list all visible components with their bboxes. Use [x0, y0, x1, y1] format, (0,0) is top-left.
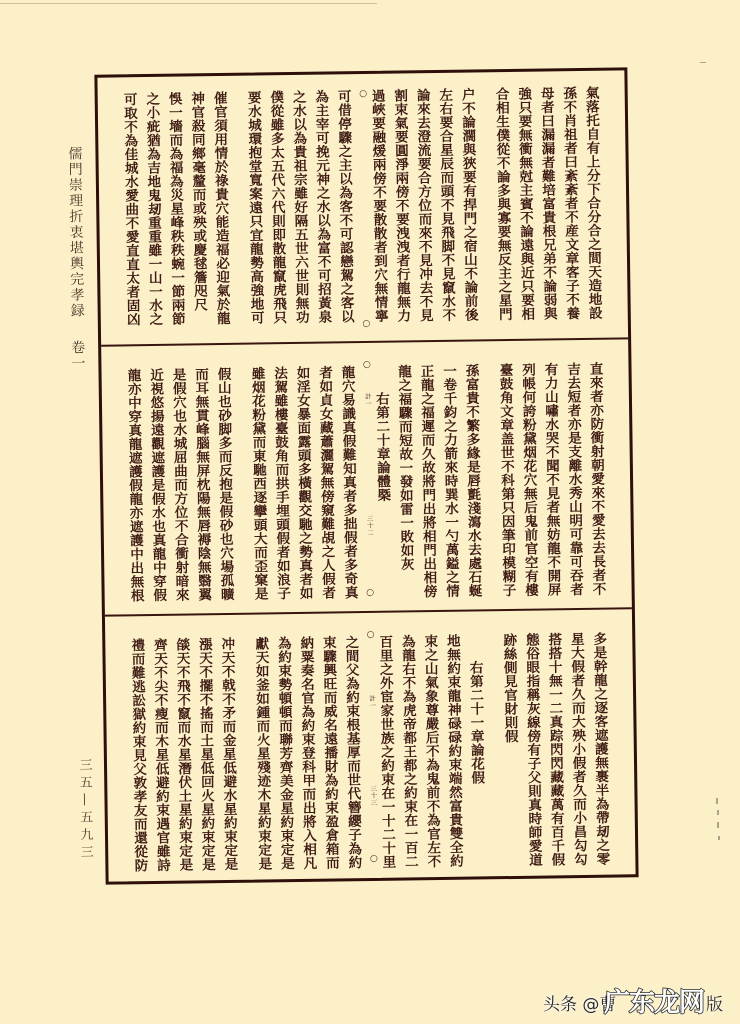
source-watermark [540, 984, 740, 1018]
text-column: 之小疵猶為吉地鬼刼重重雖一山一水之 [142, 91, 162, 326]
watermark-logo: 广东龙网 [604, 988, 705, 1018]
page-number: 三五—五九三 [75, 757, 93, 863]
fold-annotation: 三十三 [368, 784, 378, 806]
chapter-heading-column: 右第二十章論體槩 [372, 391, 390, 502]
register-bottom [104, 609, 635, 881]
text-column: 吉去短者亦是支離水秀山明可靠可吞者 [563, 362, 583, 597]
text-column: 而耳無貫峰腦無屏枕陽無唇褥陰無翳翼 [191, 367, 211, 602]
text-column: 孫富貴不繁多緣是唇氈淺瀉水去處石蜒 [461, 363, 482, 598]
scan-edge-mark [718, 836, 720, 840]
text-column: 為龍右不為虎帝都王都之約束在一百二 [398, 634, 418, 869]
scan-edge-mark [717, 822, 719, 828]
text-column: 納粟奏名官為約束登科甲而出將入相凡 [296, 635, 316, 870]
text-column: 冲天不戟不矛而金星低避水星約束定是 [217, 636, 237, 871]
text-column: 雖烟花粉黛而東馳西逐攣頭大而歪窠是 [247, 366, 268, 601]
running-title [66, 146, 85, 371]
volume-label: 卷一 [68, 339, 86, 372]
text-column: 户不論濶與狹要有捍門之宿山不論前後 [458, 87, 478, 322]
text-column: 過峽要融煖兩傍不要散散者到穴無情寧 [368, 88, 388, 323]
text-column: 地無約束龍神碌碌約束端然富貴雙全約 [443, 633, 463, 868]
column-group [101, 339, 632, 614]
register-middle [101, 339, 632, 614]
fold-circle-mark: ○ [362, 359, 371, 371]
text-column: 之水以為貴祖宗雖好隔五世六世則無功 [289, 89, 309, 324]
register-top [97, 70, 628, 344]
text-column: 母者曰漏漏者難培富貴根兄弟不論弱與 [537, 86, 557, 321]
fold-circle-mark: ○ [369, 853, 378, 864]
watermark-prefix: 头条 @曹 [543, 995, 617, 1015]
text-column: 如淫女暴面露頭多橫觀交馳之勢真者如 [292, 365, 313, 600]
text-column: 者如貞女藏蕭灑駕無傍窺難覘之人假者 [315, 365, 335, 600]
page-frame [94, 67, 638, 884]
text-column: 星大假者久而大殃小假者久而小昌勾勾 [567, 631, 587, 867]
text-column: 割束氣要圓淨兩傍不要洩洩者行龍無力 [390, 88, 410, 323]
text-column: 正龍之福遲而久故將門出將相門出相傍 [416, 364, 437, 599]
text-column: 燄天不飛不竄而水星潛伏土星約束定是 [172, 637, 193, 872]
text-column: 強只要無衝無尅主賓不論遠與近只要相 [514, 86, 534, 321]
chapter-heading-column: 右第二十一章論花假 [466, 660, 484, 785]
fold-circle-mark: ○ [366, 629, 375, 641]
text-column: 束之山氣象尊嚴后不為鬼前不為官左不 [420, 634, 440, 869]
text-column: 龍穴易識真假難知真者多拙假者多奇真 [337, 365, 358, 600]
text-column: 漲天不擺不搖而土星低回火星約束定是 [195, 637, 215, 872]
text-column: 可取不為佳城水愛曲不愛直直太者固凶 [120, 92, 140, 327]
fold-annotation: 三十二 [365, 514, 374, 537]
text-column: 僕從雖多太五代六代則即散龍竄虎飛只 [266, 90, 286, 325]
text-column: 左右要合星辰而頭不見飛脚不見竄水不 [435, 87, 455, 322]
column-group [97, 70, 628, 344]
text-column: 論來去澄流要合方位而來不見冲去不見 [413, 88, 433, 323]
fold-circle-mark: ○ [361, 318, 370, 330]
fold-circle-mark: ○ [365, 587, 374, 599]
text-column: 法駕雖樓臺鼓角而拱手埋頭假者如浪子 [270, 366, 290, 601]
text-column: 催官須用情於祿貴穴能造福必迎氣於龍 [210, 90, 230, 326]
scan-edge-mark [716, 798, 718, 804]
book-title: 儒門崇理折衷堪輿完孝録 [65, 145, 85, 319]
text-column: 齊天不尖不瘦而木星低避約束遇官雖詩 [150, 637, 170, 872]
text-column: 獻天如釜如鍾而火星殘迹木星約束定是 [251, 636, 271, 871]
text-column: 近視悠揚遠觀遮護是假水也真龍中穿假 [146, 367, 166, 602]
fold-annotation: 計一 [367, 694, 376, 709]
text-column: 為約束勢頓頓而聯芳齊美金星約束定是 [274, 636, 294, 871]
column-group [104, 609, 635, 881]
text-column: 跡絲側見官財則假 [499, 632, 518, 744]
text-column: 臺鼓角文章盖世不科第只因筆印模糊子 [495, 362, 516, 598]
text-column: 是假穴也水城屈曲而方位不合衝射暗來 [168, 367, 189, 602]
watermark-suffix: 版 [706, 995, 723, 1015]
text-column: 神官殺同鄉毫釐而或殃或慶毬簷咫尺 [187, 91, 207, 312]
text-column: 要水城環抱堂寬案遠只宜龍勢高強地可 [244, 90, 264, 325]
text-column: 直來者亦防衝射朝愛來不愛去去長者不 [585, 361, 606, 596]
fold-circle-mark: ○ [358, 88, 367, 100]
text-column: 龍之福驟而短故一發如雷一敗如灰 [394, 364, 414, 571]
text-column: 之間父為約束根基厚而世代簪纓子為約 [341, 635, 361, 870]
text-column: 態俗眼指稱灰線傍有子父則真時師愛道 [522, 632, 542, 867]
text-column: 合相生僕從不論多與寡要無反主之星門 [492, 86, 512, 322]
text-column: 可借停驟之主以為客不可認戀駕之客以 [334, 89, 354, 324]
scan-edge-mark [700, 62, 706, 63]
text-column: 百里之外宦家世族之約束在一十二十里 [375, 634, 395, 869]
text-column: 一卷千鈞之力箭來時巽水一勺萬鎰之情 [439, 363, 459, 598]
text-column: 為主宰可挽元神之水以為富不可招黃泉 [311, 89, 331, 324]
scan-edge-mark [717, 810, 719, 815]
fold-annotation: 計一 [363, 392, 372, 408]
text-column: 有力山嘯水哭不聞不見者無妨龍不開屏 [540, 362, 561, 597]
text-column: 悞一墻而為福為災星峰秩秩蜿一節兩節 [165, 91, 185, 326]
text-column: 搭搭十無一二真踪閃閃藏藏萬有百千假 [544, 632, 564, 867]
text-column: 孫不肖祖者曰紊紊者不産文章客子不養 [559, 86, 579, 321]
text-column: 禮而難逃訟獄約束見父敦孝友而還從防 [127, 638, 148, 873]
text-column: 束驟興旺而威名遠播財為約束盈倉箱而 [319, 635, 339, 870]
text-column: 列帳何誇粉黛烟花穴無后鬼前官空有樓 [518, 362, 538, 597]
text-column: 假山也砂脚多而反抱是假砂也穴場孤曠 [213, 366, 234, 602]
scan-edge-line [0, 3, 377, 4]
text-column: 氣落托自有上分下合分合之間天造地設 [582, 85, 602, 320]
text-column: 龍亦中穿真龍遮護假龍亦遮護中出無根 [123, 368, 144, 603]
text-block-sheet [65, 67, 638, 884]
text-column: 多是幹龍之逐客遮護無裹半為帶刼之零 [589, 631, 609, 866]
